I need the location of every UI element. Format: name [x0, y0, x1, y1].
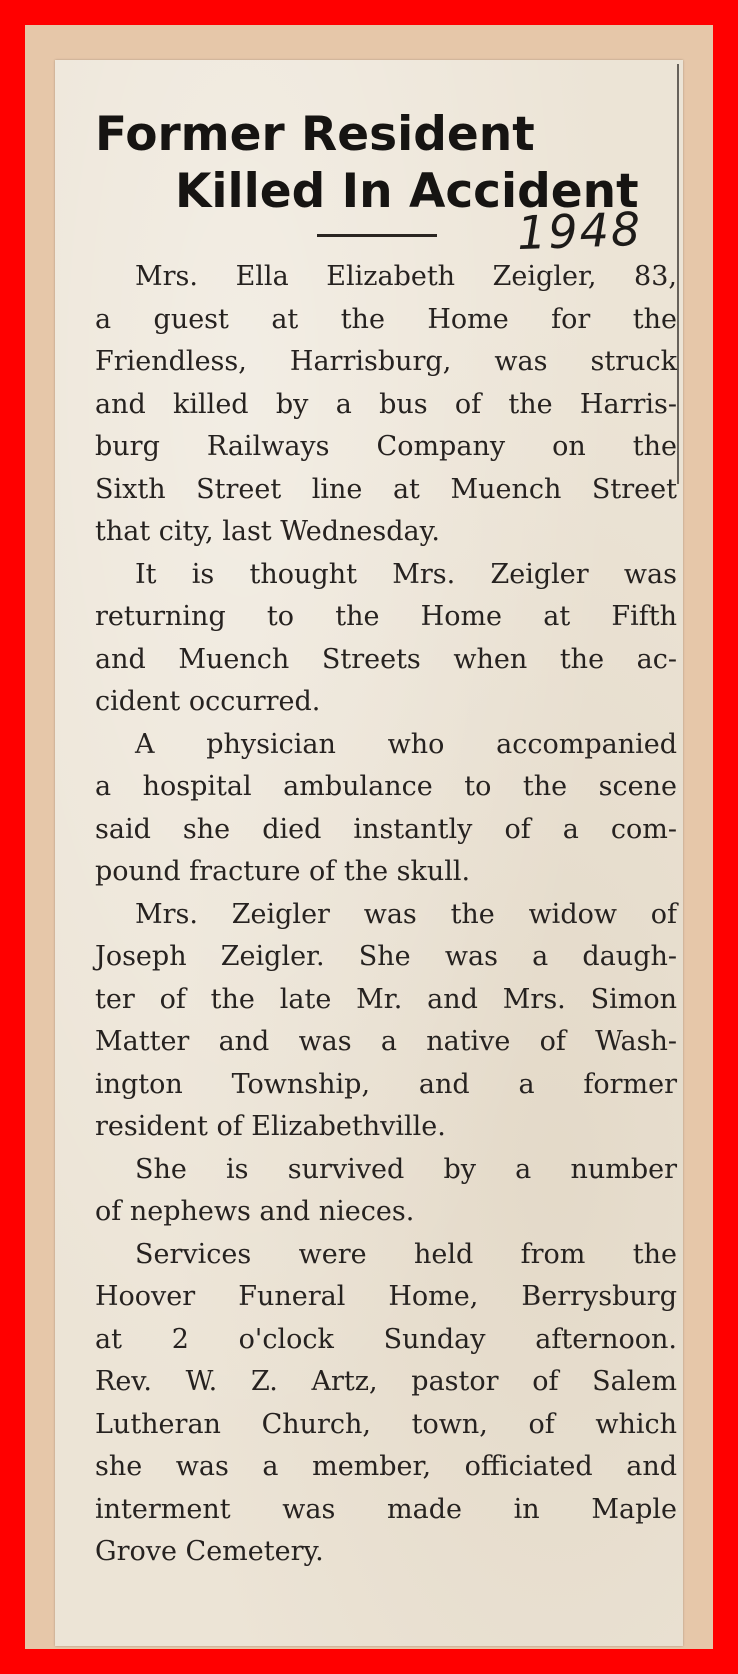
photo-mat	[25, 25, 713, 1649]
article-line: Rev. W. Z. Artz, pastor of Salem	[95, 1366, 677, 1397]
article-line: cident occurred.	[95, 686, 321, 717]
article-line: pound fracture of the skull.	[95, 856, 471, 887]
article-line: Mrs. Zeigler was the widow of	[135, 898, 677, 930]
article-line: she was a member, officiated and	[95, 1451, 677, 1482]
article-paragraph	[95, 1149, 677, 1234]
article-line: that city, last Wednesday.	[95, 516, 440, 547]
article-line: A physician who accompanied	[135, 728, 677, 760]
article-line: Lutheran Church, town, of which	[95, 1408, 677, 1440]
article-paragraph	[95, 1234, 677, 1574]
headline-line-1: Former Resident	[95, 107, 535, 162]
headline-divider	[317, 234, 437, 237]
article-line: Mrs. Ella Elizabeth Zeigler, 83,	[135, 261, 677, 292]
article-line: Joseph Zeigler. She was a daugh-	[95, 941, 677, 972]
article-body	[95, 256, 677, 1574]
article-line: a guest at the Home for the	[95, 303, 677, 335]
newspaper-clipping	[55, 60, 683, 1646]
article-paragraph	[95, 554, 677, 724]
handwritten-year: 1948	[516, 201, 643, 261]
headline-line-2: Killed In Accident	[175, 164, 639, 219]
article-paragraph	[95, 724, 677, 894]
article-line: She is survived by a number	[135, 1153, 677, 1185]
article-line: burg Railways Company on the	[95, 431, 677, 462]
article-line: and Muench Streets when the ac-	[95, 643, 677, 675]
article-line: said she died instantly of a com-	[95, 813, 677, 845]
article-line: interment was made in Maple	[95, 1493, 677, 1525]
article-line: ington Township, and a former	[95, 1068, 677, 1100]
article-line: of nephews and nieces.	[95, 1196, 415, 1227]
article-line: a hospital ambulance to the scene	[95, 771, 677, 802]
article-line: and killed by a bus of the Harris-	[95, 388, 677, 420]
article-paragraph	[95, 256, 677, 554]
article-line: Grove Cemetery.	[95, 1536, 324, 1567]
article-line: resident of Elizabethville.	[95, 1111, 446, 1142]
article-line: Services were held from the	[135, 1238, 677, 1270]
column-rule	[677, 64, 679, 484]
article-line: Friendless, Harrisburg, was struck	[95, 346, 677, 377]
article-line: Matter and was a native of Wash-	[95, 1026, 677, 1057]
article-line: It is thought Mrs. Zeigler was	[135, 558, 677, 590]
article-line: Hoover Funeral Home, Berrysburg	[95, 1281, 677, 1312]
article-line: returning to the Home at Fifth	[95, 601, 677, 632]
article-line: Sixth Street line at Muench Street	[95, 473, 677, 505]
article-line: ter of the late Mr. and Mrs. Simon	[95, 983, 677, 1015]
article-line: at 2 o'clock Sunday afternoon.	[95, 1323, 677, 1355]
article-paragraph	[95, 894, 677, 1149]
